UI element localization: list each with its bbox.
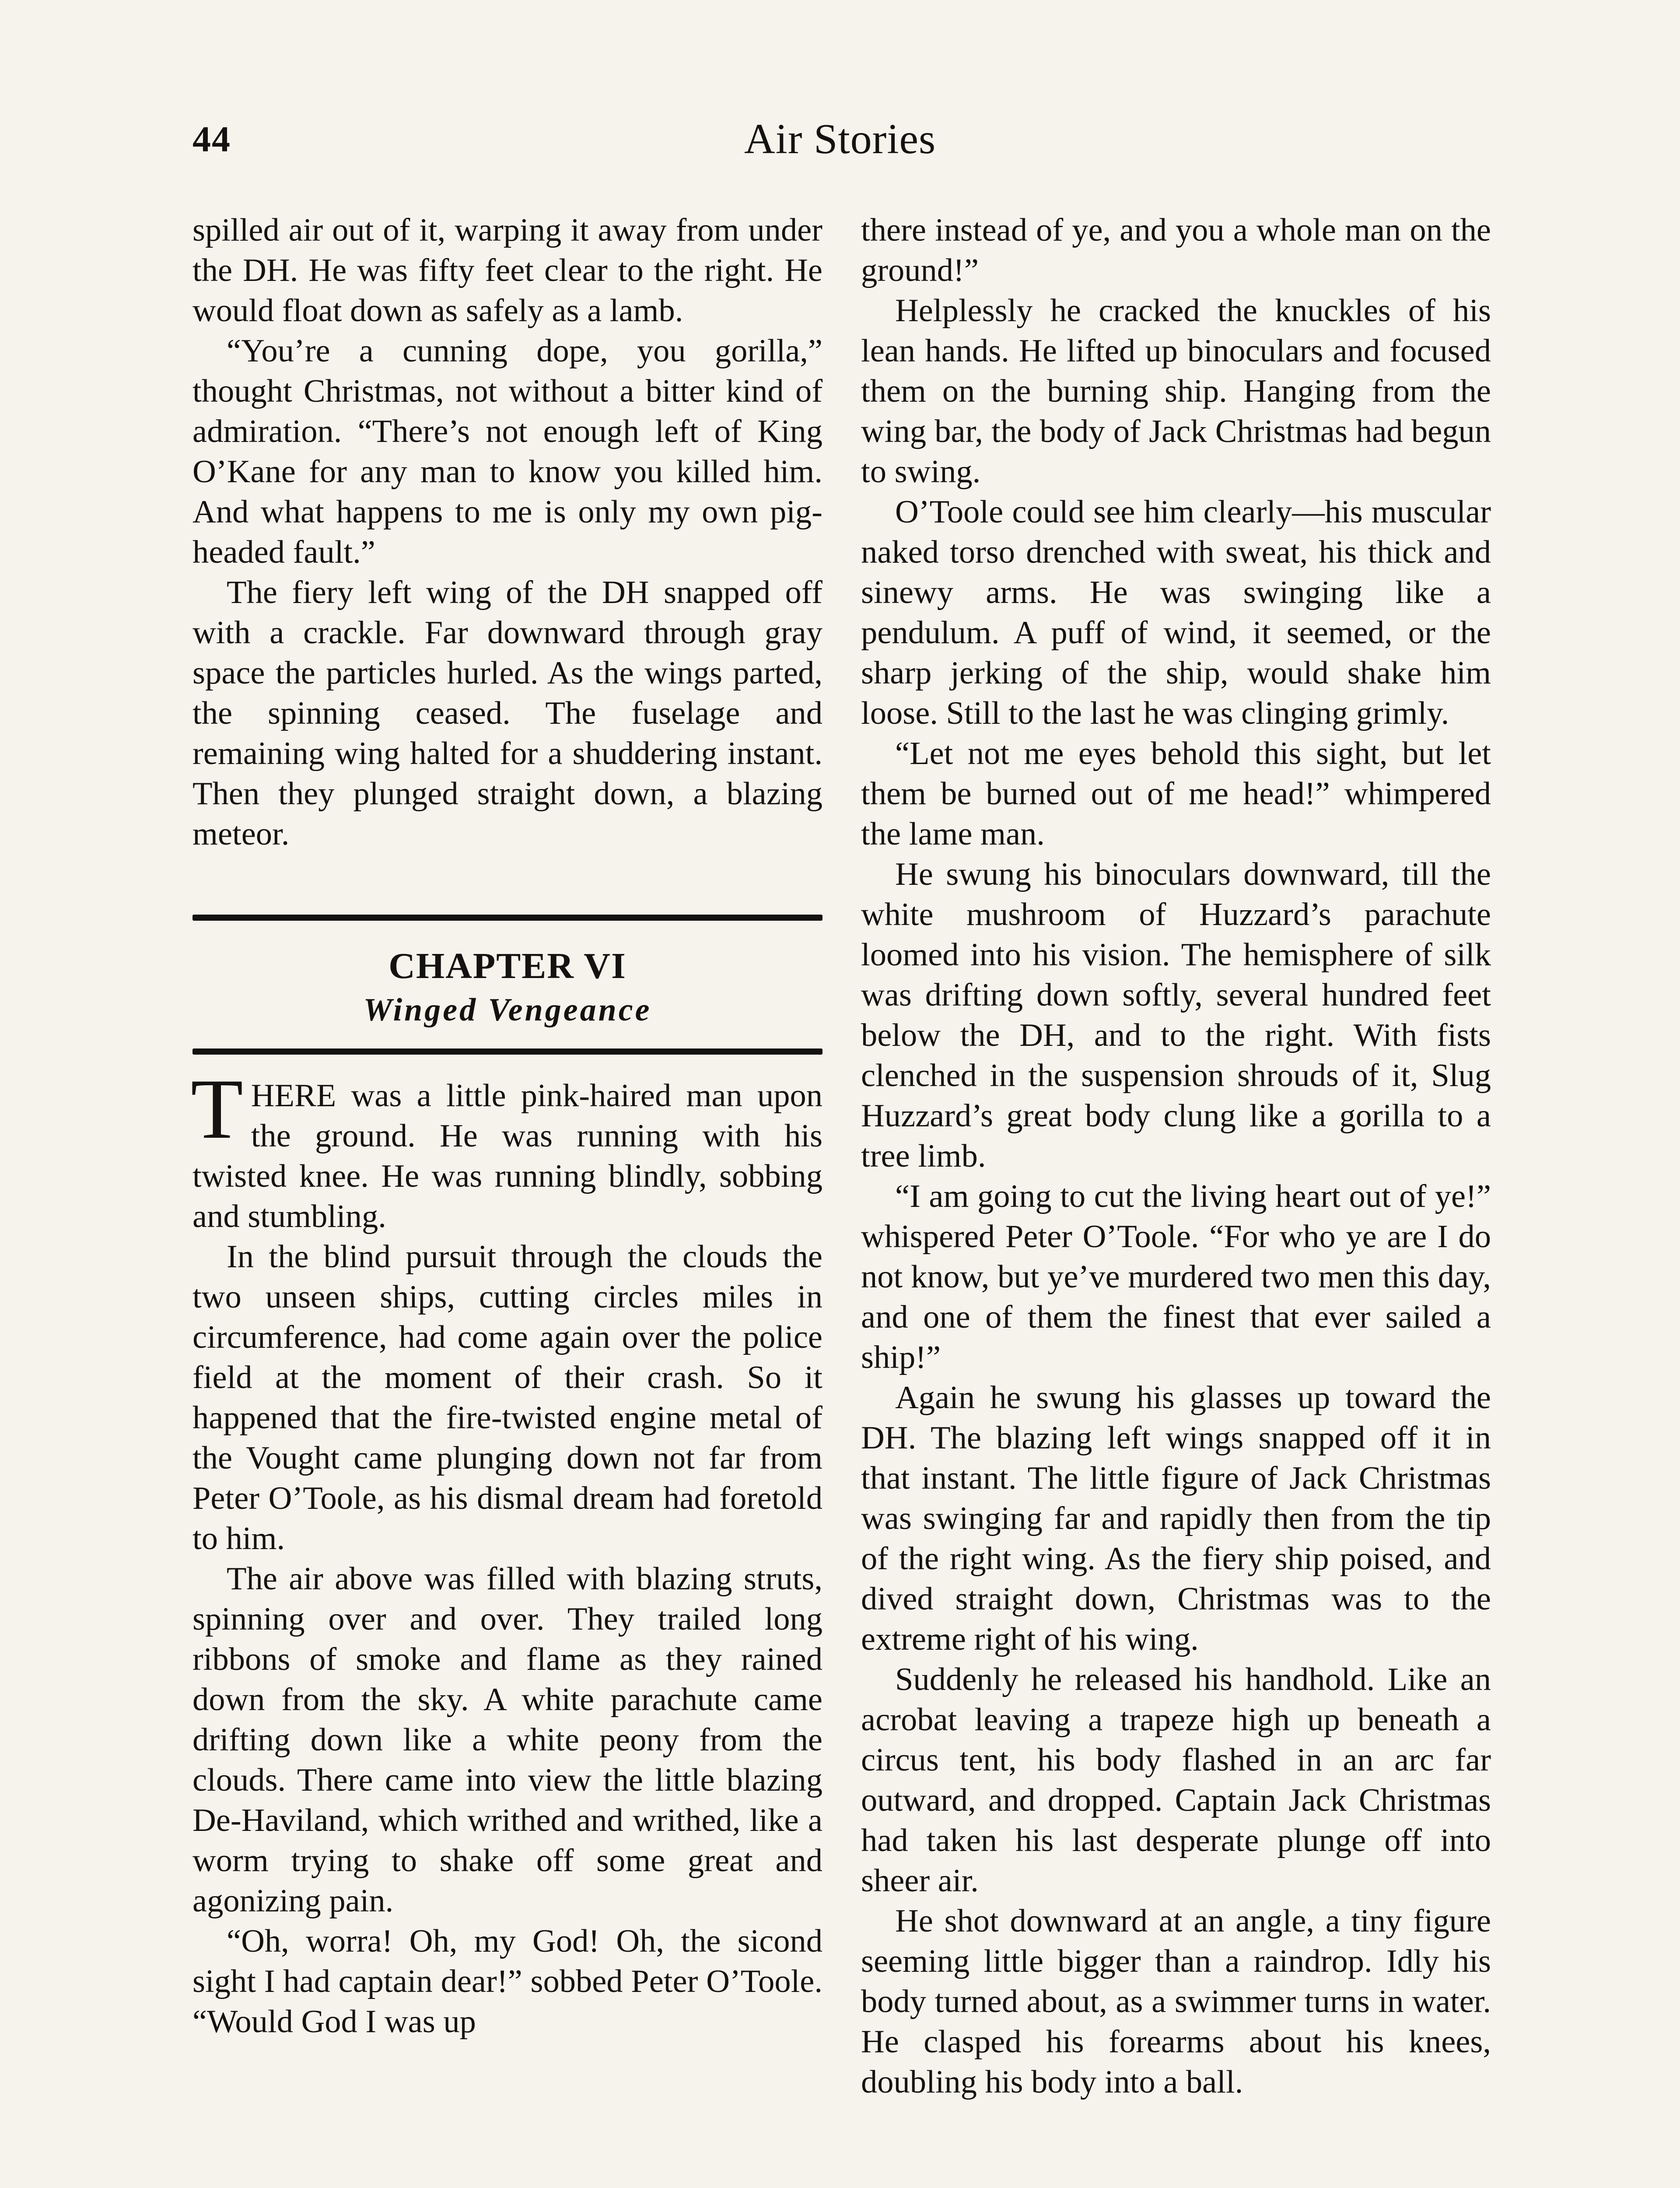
right-column — [861, 210, 1491, 2102]
paragraph: Again he swung his glasses up toward the DH. The blazing left wings snapped off it in that instant. The little figure of Jack Christmas was swinging far and rapidly then from the tip of the right wing. As the fiery ship poised, and dived straight down, Christmas was to the extreme right of his wing. — [861, 1380, 1491, 1657]
chapter-divider-bottom — [192, 1048, 822, 1055]
chapter-heading — [192, 921, 822, 1048]
paragraph: Suddenly he released his handhold. Like an acrobat leaving a trapeze high up beneath a circus tent, his body flashed in an arc far outward, and dropped. Captain Jack Christmas had taken his last desperate plunge off into sheer air. — [861, 1662, 1491, 1899]
chapter-title: CHAPTER VI — [388, 946, 626, 986]
paragraph: Helplessly he cracked the knuckles of his lean hands. He lifted up binoculars and focused them on the burning ship. Hanging from the wing bar, the body of Jack Christmas had begun to swing. — [861, 293, 1491, 490]
page-header — [192, 118, 1488, 175]
paragraph: In the blind pursuit through the clouds the two unseen ships, cutting circles miles in circumference, had come again over the police field at the moment of their crash. So it happened that the fire-twisted engine metal of the Vought came plunging down not far from Peter O’Toole, as his dismal dream had foretold to him. — [192, 1239, 822, 1557]
paragraph: “Oh, worra! Oh, my God! Oh, the sicond sight I had captain dear!” sobbed Peter O’Toole. “Would God I was up — [192, 1923, 822, 2040]
running-title: Air Stories — [744, 116, 936, 163]
left-column — [192, 210, 822, 2042]
paragraph: The fiery left wing of the DH snapped off with a crackle. Far downward through gray space the particles hurled. As the wings parted, the spinning ceased. The fuselage and remaining wing halted for a shuddering instant. Then they plunged straight down, a blazing meteor. — [192, 575, 822, 852]
chapter-divider-top — [192, 915, 822, 921]
page-number: 44 — [192, 119, 231, 160]
paragraph: He swung his binoculars downward, till the white mushroom of Huzzard’s parachute loomed into his vision. The hemisphere of silk was drifting down softly, several hundred feet below the DH, and to the right. With fists clenched in the suspension shrouds of it, Slug Huzzard’s great body clung like a gorilla to a tree limb. — [861, 856, 1491, 1174]
paragraph: “Let not me eyes behold this sight, but let them be burned out of me head!” whimpered the lame man. — [861, 736, 1491, 852]
opening-paragraph — [191, 1062, 822, 1237]
paragraph: The air above was filled with blazing struts, spinning over and over. They trailed long ribbons of smoke and flame as they rained down from the sky. A white parachute came drifting down like a white peony from the clouds. There came into view the little blazing De-Haviland, which writhed and writhed, like a worm trying to shake off some great and agonizing pain. — [192, 1561, 822, 1919]
paragraph: He shot downward at an angle, a tiny figure seeming little bigger than a raindrop. Idly his body turned about, as a swimmer turns in water. He clasped his forearms about his knees, doubling his body into a ball. — [861, 1903, 1491, 2100]
paragraph: spilled air out of it, warping it away from under the DH. He was fifty feet clear to the right. He would float down as safely as a lamb. — [192, 212, 822, 329]
paragraph: O’Toole could see him clearly—his muscular naked torso drenched with sweat, his thick and sinewy arms. He was swinging like a pendulum. A puff of wind, it seemed, or the sharp jerking of the ship, would shake him loose. Still to the last he was clinging grimly. — [861, 494, 1491, 731]
paragraph: there instead of ye, and you a whole man on the ground!” — [861, 212, 1491, 288]
paragraph: “I am going to cut the living heart out of ye!” whispered Peter O’Toole. “For who ye are I do not know, but ye’ve murdered two men this day, and one of them the finest that ever sailed a ship!” — [861, 1178, 1491, 1375]
paragraph: “You’re a cunning dope, you gorilla,” thought Christmas, not without a bitter kind of admiration. “There’s not enough left of King O’Kane for any man to know you killed him. And what happens to me is only my own pig-headed fault.” — [192, 333, 822, 570]
chapter-subtitle: Winged Vengeance — [363, 992, 652, 1028]
drop-cap: T — [191, 1062, 243, 1157]
opening-text: HERE was a little pink-haired man upon the ground. He was running with his twisted knee. He was running blindly, sobbing and stumbling. — [192, 1078, 822, 1234]
